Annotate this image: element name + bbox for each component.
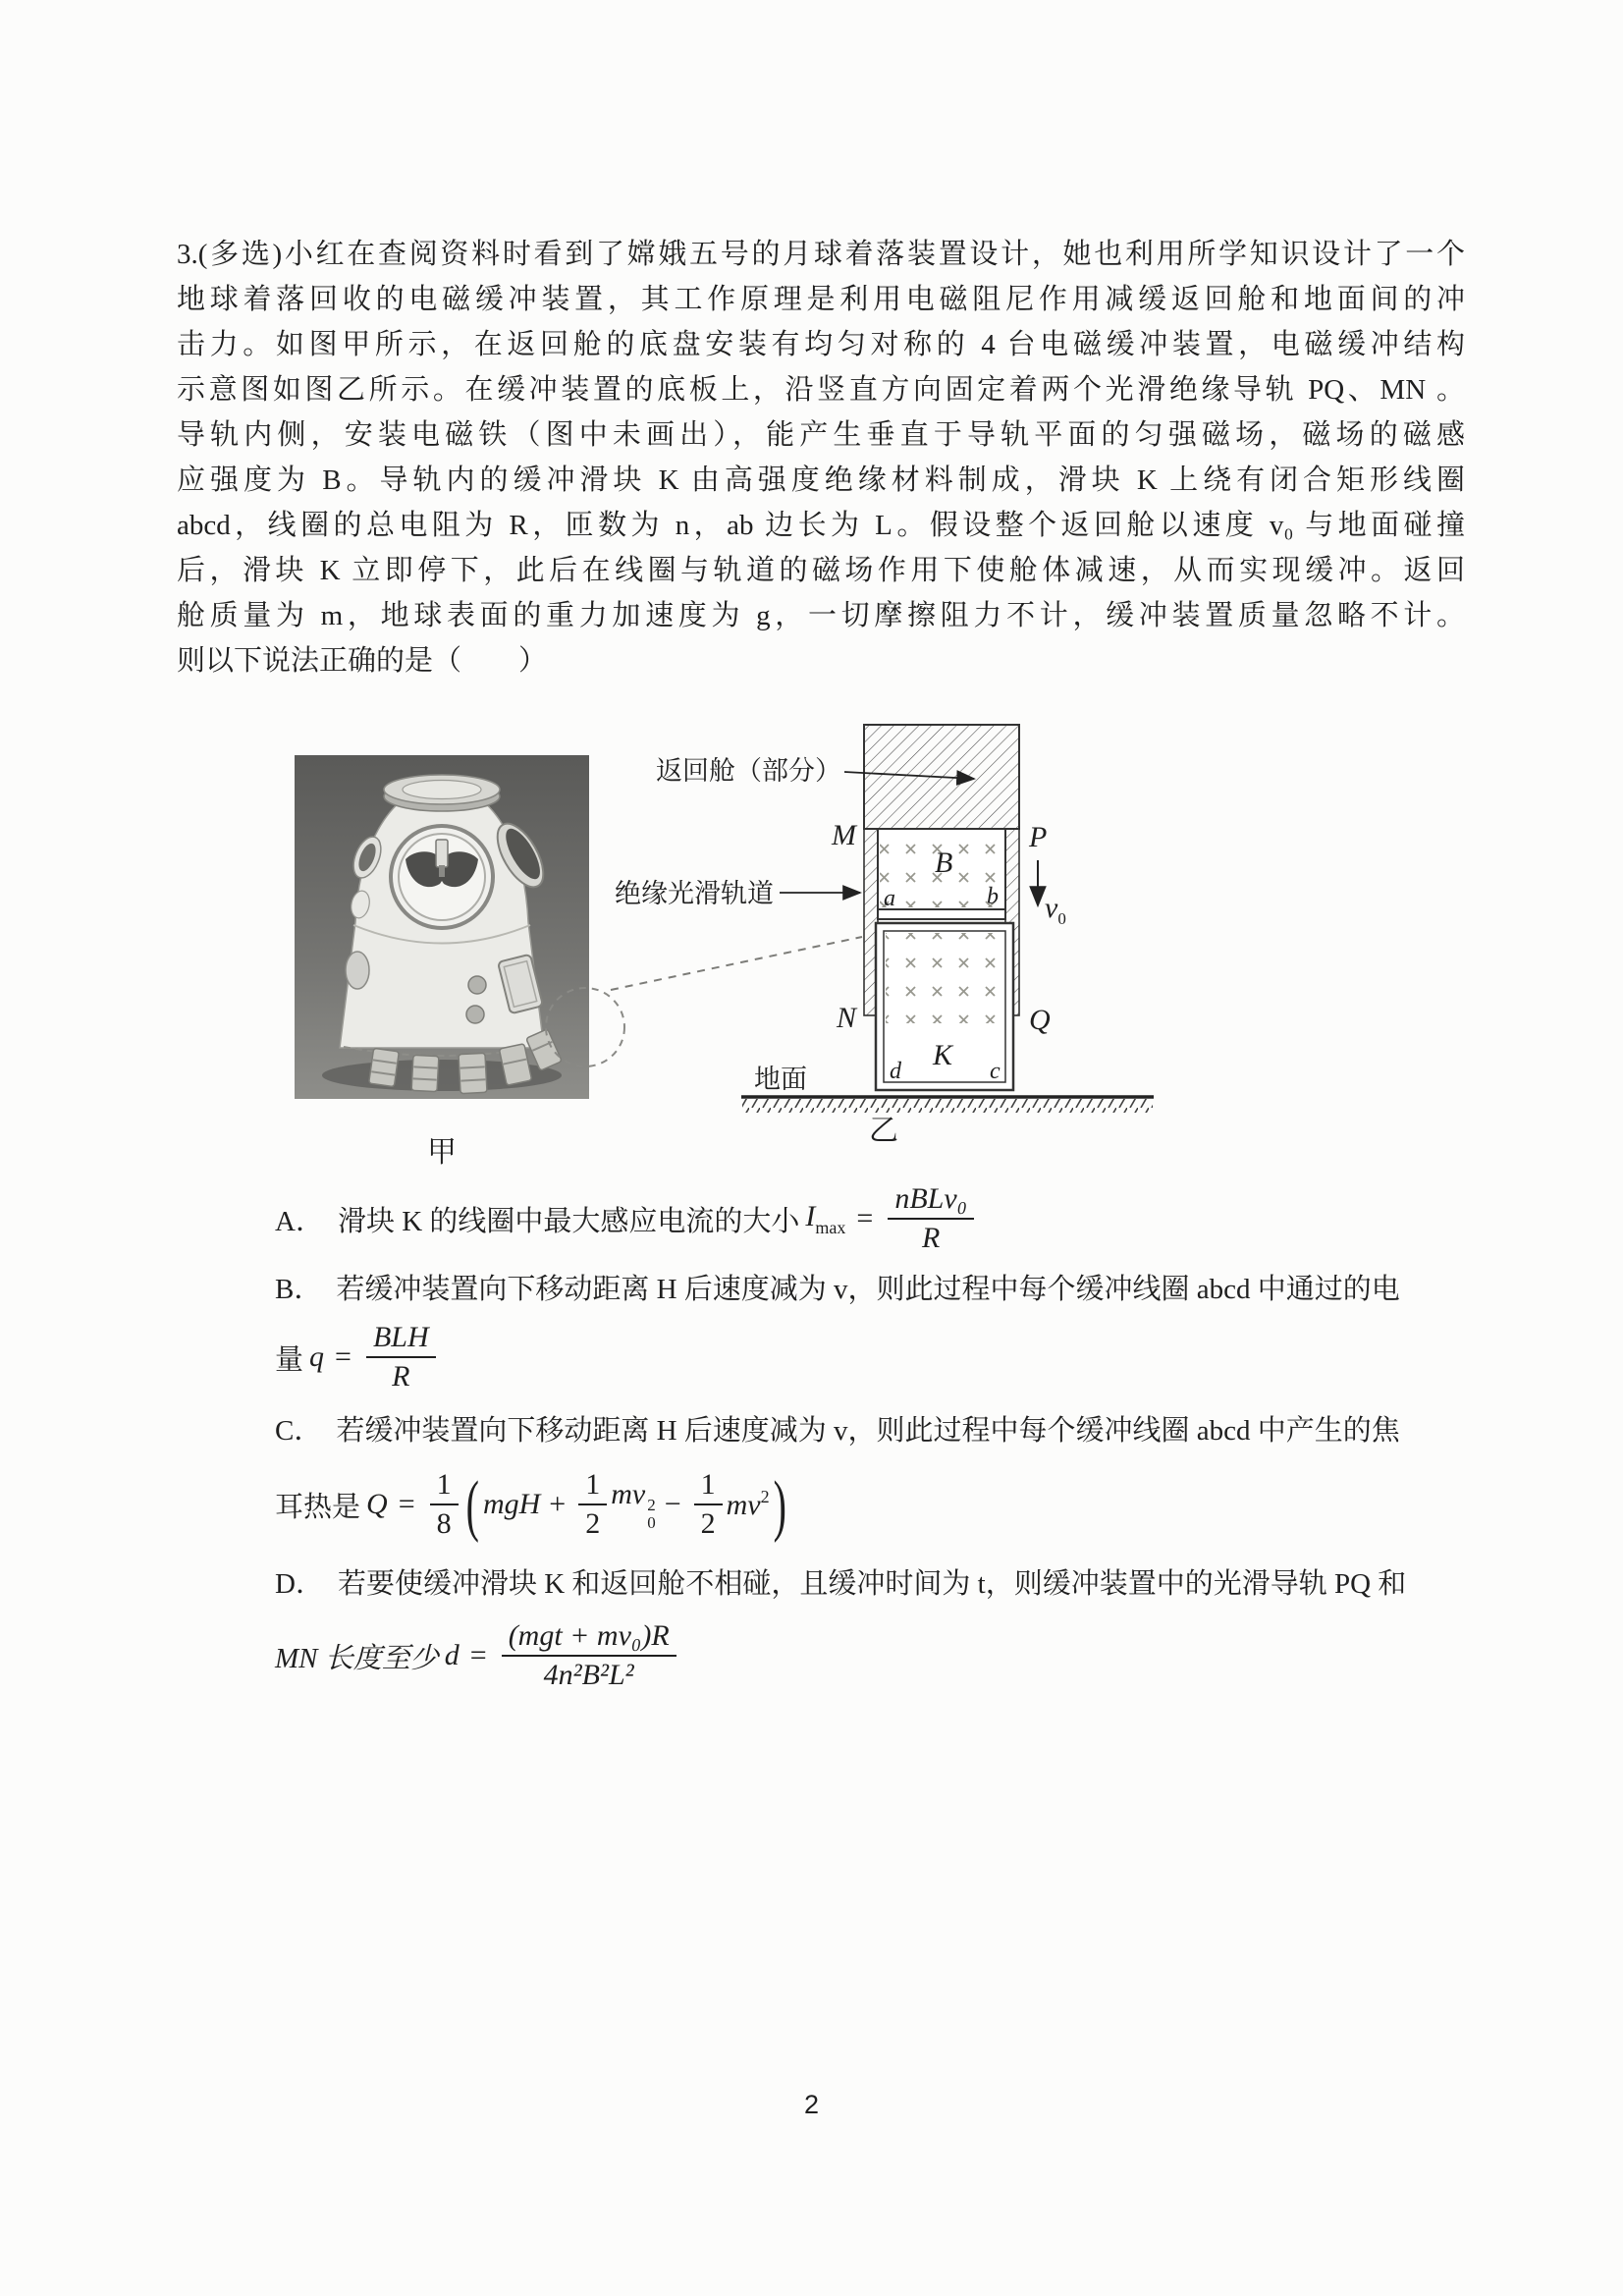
option-d-formula: d = $\frac{\text{(mgt + mv₀)R}}{\text{4n²B²L²}}$ (445, 1619, 680, 1691)
point-p-label: P (1029, 821, 1048, 853)
question-paragraph (177, 232, 1465, 683)
option-a-text: 滑块 K 的线圈中最大感应电流的大小 (337, 1205, 800, 1237)
top-hatch (384, 775, 500, 811)
corner-c-label: c (990, 1059, 1001, 1084)
option-d-label: D． (275, 1568, 324, 1600)
page-number: 2 (803, 2090, 820, 2119)
v-squared-term: $mv^2$ (726, 1487, 770, 1521)
document-content (177, 232, 1465, 1705)
fraction: $\frac{1}{8}$ (430, 1468, 459, 1540)
question-line: 后，滑块 K 立即停下，此后在线圈与轨道的磁场作用下使舱体减速，从而实现缓冲。返回 (177, 555, 1465, 586)
corner-d-label: d (890, 1059, 901, 1084)
coil-ab-edge (878, 909, 1005, 919)
question-line-last: 则以下说法正确的是（ ） (177, 645, 548, 677)
ground-label: 地面 (754, 1065, 807, 1094)
fraction: $\frac{1}{2}$ (694, 1468, 723, 1540)
capsule-callout-label: 返回舱（部分） (656, 756, 841, 786)
fraction: $\frac{\text{BLH}}{R}$ (366, 1321, 436, 1393)
question-line: 应强度为 B。导轨内的缓冲滑块 K 由高强度绝缘材料制成，滑块 K 上绕有闭合矩形线圈 (177, 465, 1465, 496)
question-line: abcd，线圈的总电阻为 R，匝数为 n，ab 边长为 L。假设整个返回舱以速度 v₀ 与地面碰撞 (177, 510, 1465, 541)
point-n-label: N (836, 1002, 856, 1034)
option-c-label: C． (275, 1415, 323, 1447)
buffer-diagram (609, 723, 1159, 1135)
dashed-connector (611, 937, 862, 990)
question-line: 示意图如图乙所示。在缓冲装置的底板上，沿竖直方向固定着两个光滑绝缘导轨 PQ、MN 。 (177, 374, 1465, 406)
corner-b-label: b (987, 884, 999, 909)
slider-k-label: K (933, 1039, 953, 1071)
option-c-formula: Q = $\frac{1}{8}$ ( mgH + $\frac{1}{2}$ mv 2 0 − $\frac{1}{2}$ $mv^2$ ) (366, 1465, 786, 1544)
option-b-formula: q = $\frac{\text{BLH}}{R}$ (309, 1321, 440, 1393)
option-b (177, 1267, 1465, 1402)
option-c-prefix: 耳热是 (275, 1491, 361, 1523)
v0-squared-term: mv 2 0 (611, 1477, 656, 1532)
fraction: $\frac{1}{2}$ (578, 1468, 607, 1540)
field-label: B (935, 847, 953, 879)
option-d-text: 若要使缓冲滑块 K 和返回舱不相碰，且缓冲时间为 t，则缓冲装置中的光滑导轨 PQ 和 (337, 1568, 1407, 1600)
close-paren: ) (773, 1465, 786, 1544)
photo-caption: 甲 (427, 1136, 457, 1169)
option-a-formula: $I_{max}$ = $\frac{\text{nBLv₀}}{R}$ (805, 1182, 978, 1254)
point-q-label: Q (1029, 1004, 1051, 1036)
option-c-text: 若缓冲装置向下移动距离 H 后速度减为 v，则此过程中每个缓冲线圈 abcd 中产生的焦 (336, 1415, 1400, 1447)
main-window (391, 826, 493, 928)
question-line: 导轨内侧，安装电磁铁（图中未画出），能产生垂直于导轨平面的匀强磁场，磁场的磁感 (177, 419, 1465, 451)
open-paren: ( (465, 1465, 479, 1544)
v0-label: $v_0$ (1045, 892, 1066, 928)
question-line: 舱质量为 m，地球表面的重力加速度为 g，一切摩擦阻力不计，缓冲装置质量忽略不计。 (177, 600, 1465, 631)
point-m-label: M (832, 819, 856, 851)
option-a-label: A． (275, 1205, 324, 1237)
option-b-prefix: 量 (275, 1343, 304, 1376)
option-a (177, 1176, 1465, 1261)
option-c (177, 1408, 1465, 1556)
fraction: $\frac{\text{(mgt + mv₀)R}}{\text{4n²B²L²}}$ (502, 1619, 676, 1691)
option-d (177, 1561, 1465, 1705)
corner-a-label: a (884, 886, 895, 911)
fraction: $\frac{\text{nBLv₀}}{R}$ (888, 1182, 974, 1254)
rail-callout-label: 绝缘光滑轨道 (615, 879, 774, 908)
question-line: 地球着落回收的电磁缓冲装置，其工作原理是利用电磁阻尼作用减缓返回舱和地面间的冲 (177, 284, 1465, 315)
options-list (177, 1176, 1465, 1705)
diagram-caption: 乙 (869, 1115, 898, 1147)
question-line: 击力。如图甲所示，在返回舱的底盘安装有均匀对称的 4 台电磁缓冲装置，电磁缓冲结构 (177, 329, 1465, 360)
slider-k-crosses (886, 933, 1003, 1023)
figure-area (177, 723, 1465, 1167)
question-line: 3.(多选)小红在查阅资料时看到了嫦娥五号的月球着落装置设计，她也利用所学知识设计了一个 (177, 239, 1465, 270)
option-b-label: B． (275, 1274, 323, 1305)
option-d-prefix: MN 长度至少 (275, 1642, 439, 1674)
option-b-text: 若缓冲装置向下移动距离 H 后速度减为 v，则此过程中每个缓冲线圈 abcd 中通过的电 (336, 1274, 1400, 1305)
